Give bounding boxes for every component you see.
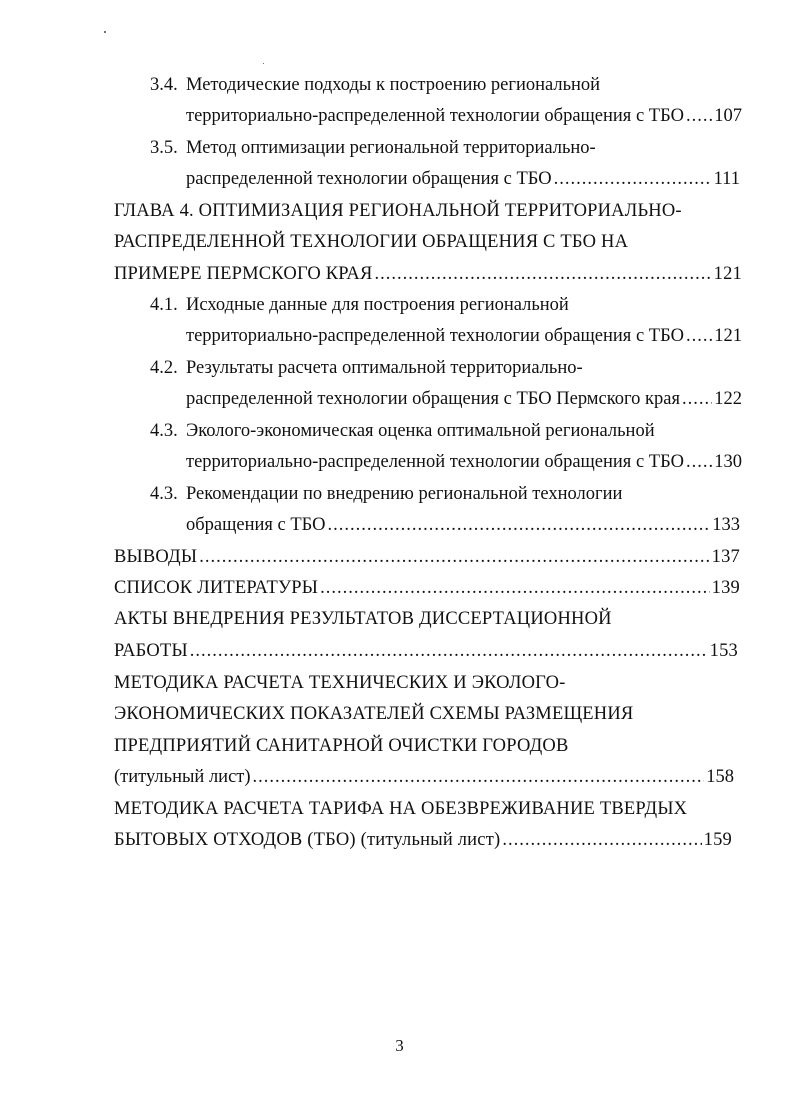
toc-section-title: АКТЫ ВНЕДРЕНИЯ РЕЗУЛЬТАТОВ ДИССЕРТАЦИОННОЙ	[114, 609, 612, 629]
toc-section-title-cont: БЫТОВЫХ ОТХОДОВ (ТБО) (титульный лист)	[114, 830, 501, 850]
leader-dots	[686, 104, 712, 128]
leader-dots	[502, 828, 701, 852]
toc-chapter-title-cont: РАСПРЕДЕЛЕННОЙ ТЕХНОЛОГИИ ОБРАЩЕНИЯ С ТБО НА	[114, 232, 629, 252]
toc-page-number: 159	[703, 830, 732, 850]
toc-chapter-4-line1	[114, 199, 682, 223]
toc-entry-4-1-line2	[186, 324, 742, 348]
toc-entry-title: Эколого-экономическая оценка оптимальной региональной	[186, 421, 655, 441]
toc-entry-number: 3.5.	[150, 138, 178, 158]
toc-entry-title: Результаты расчета оптимальной территориально-	[186, 358, 583, 378]
toc-acts-line2	[114, 639, 738, 663]
toc-entry-4-2-line2	[186, 387, 742, 411]
toc-method1-line1	[114, 671, 565, 695]
toc-entry-3-4-line2	[186, 104, 742, 128]
leader-dots	[682, 387, 712, 411]
toc-section-title: СПИСОК ЛИТЕРАТУРЫ	[114, 578, 319, 598]
toc-method2-line2	[114, 828, 732, 852]
toc-chapter-title-cont: ПРИМЕРЕ ПЕРМСКОГО КРАЯ	[114, 264, 373, 284]
leader-dots	[190, 639, 708, 663]
scan-speck	[104, 31, 106, 33]
toc-page-number: 158	[706, 767, 734, 787]
toc-section-title: ВЫВОДЫ	[114, 547, 198, 567]
toc-page-number: 111	[713, 169, 740, 189]
toc-entry-number: 3.4.	[150, 75, 178, 95]
toc-page-number: 107	[714, 106, 742, 126]
leader-dots	[686, 324, 712, 348]
toc-page-number: 130	[714, 452, 742, 472]
toc-entry-title-cont: обращения с ТБО	[186, 515, 326, 535]
toc-entry-4-1-line1	[150, 293, 569, 317]
toc-section-title-cont: ПРЕДПРИЯТИЙ САНИТАРНОЙ ОЧИСТКИ ГОРОДОВ	[114, 736, 569, 756]
toc-page-number: 137	[711, 547, 740, 567]
toc-entry-number: 4.3.	[150, 484, 178, 504]
leader-dots	[686, 450, 712, 474]
toc-entry-3-5-line2	[186, 167, 740, 191]
toc-entry-3-5-line1	[150, 136, 596, 160]
scan-speck	[263, 63, 264, 64]
toc-method2-line1	[114, 797, 687, 821]
toc-section-title: МЕТОДИКА РАСЧЕТА ТЕХНИЧЕСКИХ И ЭКОЛОГО-	[114, 673, 566, 693]
leader-dots	[253, 765, 705, 789]
toc-entry-number: 4.1.	[150, 295, 178, 315]
toc-entry-4-3-line1	[150, 419, 655, 443]
leader-dots	[554, 167, 712, 191]
toc-chapter-title: ГЛАВА 4. ОПТИМИЗАЦИЯ РЕГИОНАЛЬНОЙ ТЕРРИТОРИАЛЬНО-	[114, 201, 682, 221]
toc-entry-number: 4.2.	[150, 358, 178, 378]
toc-literature	[114, 576, 740, 600]
toc-entry-title: Исходные данные для построения региональной	[186, 295, 569, 315]
toc-page-number: 133	[712, 515, 740, 535]
toc-entry-title: Рекомендации по внедрению региональной технологии	[186, 484, 623, 504]
toc-entry-title: Методические подходы к построению региональной	[186, 75, 601, 95]
toc-entry-title-cont: территориально-распределенной технологии обращения с ТБО	[186, 326, 684, 346]
toc-entry-4-3-line2	[186, 450, 742, 474]
toc-section-title: МЕТОДИКА РАСЧЕТА ТАРИФА НА ОБЕЗВРЕЖИВАНИЕ ТВЕРДЫХ	[114, 799, 688, 819]
toc-method1-line3	[114, 734, 569, 758]
toc-acts-line1	[114, 607, 612, 631]
page-number: 3	[395, 1036, 404, 1055]
toc-section-title-cont: (титульный лист)	[114, 767, 251, 787]
toc-page-number: 121	[714, 326, 742, 346]
toc-entry-title-cont: распределенной технологии обращения с ТБО	[186, 169, 552, 189]
toc-page-number: 121	[713, 264, 742, 284]
toc-chapter-4-line3	[114, 262, 742, 286]
toc-chapter-4-line2	[114, 230, 628, 254]
toc-section-title-cont: ЭКОНОМИЧЕСКИХ ПОКАЗАТЕЛЕЙ СХЕМЫ РАЗМЕЩЕНИЯ	[114, 704, 634, 724]
leader-dots	[199, 545, 709, 569]
leader-dots	[320, 576, 710, 600]
toc-conclusions	[114, 545, 740, 569]
leader-dots	[328, 513, 711, 537]
toc-entry-4-3b-line1	[150, 482, 622, 506]
toc-entry-number: 4.3.	[150, 421, 178, 441]
toc-entry-title-cont: распределенной технологии обращения с ТБО Пермского края	[186, 389, 680, 409]
toc-entry-4-3b-line2	[186, 513, 740, 537]
toc-page-number: 122	[714, 389, 742, 409]
toc-page-number: 153	[709, 641, 738, 661]
toc-entry-title-cont: территориально-распределенной технологии обращения с ТБО	[186, 452, 684, 472]
toc-section-title-cont: РАБОТЫ	[114, 641, 188, 661]
toc-entry-3-4-line1	[150, 73, 600, 97]
toc-method1-line4	[114, 765, 734, 789]
toc-entry-title: Метод оптимизации региональной территориально-	[186, 138, 596, 158]
leader-dots	[375, 262, 712, 286]
toc-method1-line2	[114, 702, 633, 726]
toc-entry-title-cont: территориально-распределенной технологии обращения с ТБО	[186, 106, 684, 126]
toc-entry-4-2-line1	[150, 356, 583, 380]
toc-page-number: 139	[711, 578, 740, 598]
